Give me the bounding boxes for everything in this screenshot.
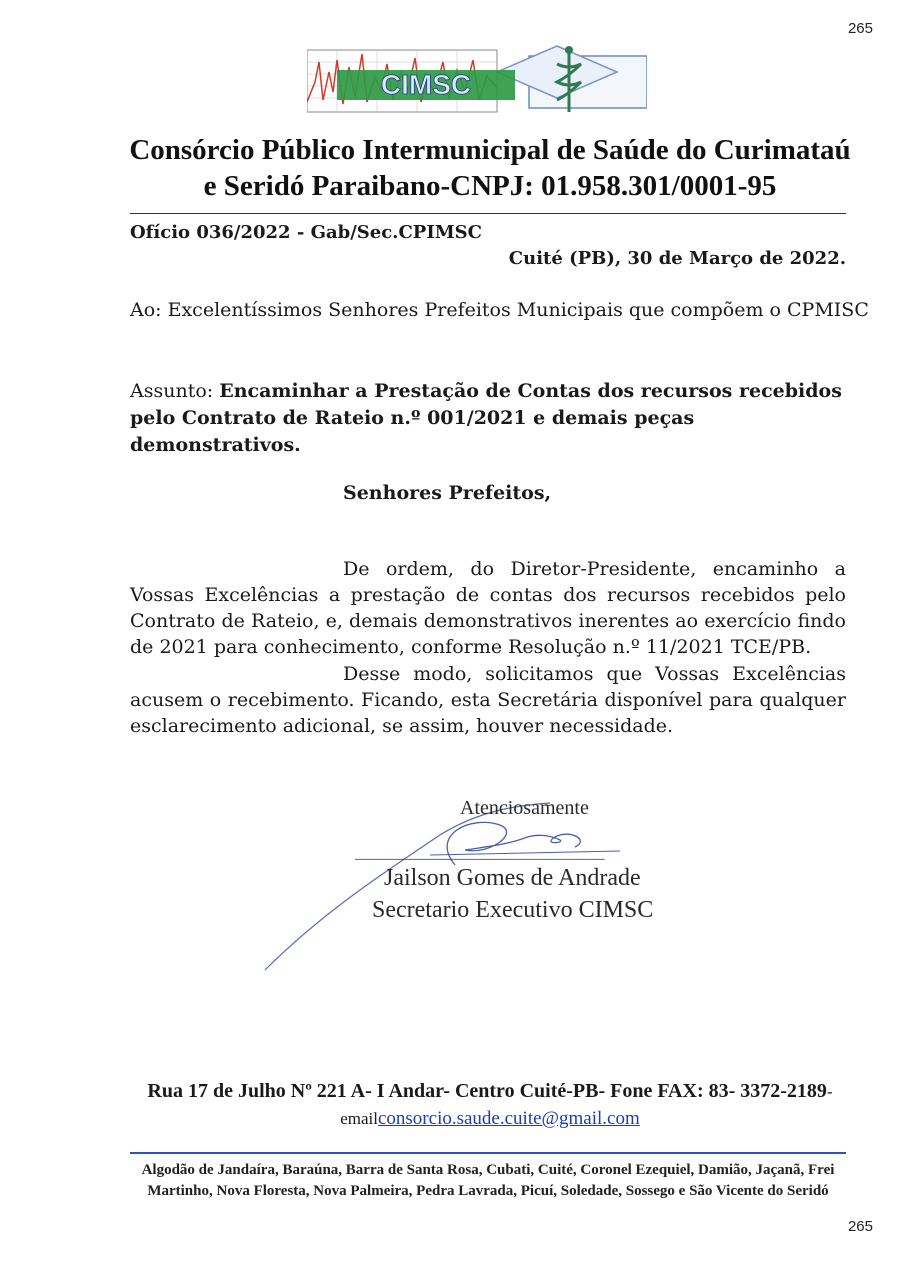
body-paragraph-2-text: Desse modo, solicitamos que Vossas Excelências acusem o recebimento. Ficando, esta Secretária disponível para qualquer esclarecimento adicional, se assim, houver necessidade. [130, 663, 846, 737]
subject-block [130, 378, 846, 459]
signatory-name: Jailson Gomes de Andrade [384, 865, 641, 891]
footer-address [110, 1078, 870, 1132]
cimsc-logo [307, 42, 647, 118]
body-paragraph-1 [130, 556, 846, 660]
page-number-top: 265 [847, 20, 873, 37]
footer-address-text: Rua 17 de Julho Nº 221 A- I Andar- Centro Cuité-PB- Fone FAX: 83- 3372-2189 [147, 1080, 827, 1102]
logo-text: CIMSC [380, 69, 472, 100]
page-number-bottom: 265 [847, 1218, 873, 1235]
footer-divider [130, 1152, 846, 1154]
subject-text: Encaminhar a Prestação de Contas dos recursos recebidos pelo Contrato de Rateio n.º 001/2021 e demais peças demonstrativos. [130, 380, 842, 456]
greeting: Senhores Prefeitos, [343, 482, 552, 504]
signature-closing: Atenciosamente [460, 797, 589, 819]
recipient-line: Ao: Excelentíssimos Senhores Prefeitos Municipais que compõem o CPMISC [130, 299, 869, 321]
email-link[interactable]: consorcio.saude.cuite@gmail.com [377, 1108, 640, 1129]
header-divider [130, 213, 846, 214]
organization-title-line-1: Consórcio Público Intermunicipal de Saúde do Curimataú [129, 134, 851, 166]
subject-label: Assunto: [130, 380, 220, 402]
svg-text:__________________________: __________________________ [355, 845, 605, 863]
letter-date: Cuité (PB), 30 de Março de 2022. [508, 248, 846, 269]
body-paragraph-2 [130, 661, 846, 739]
email-label: - email [340, 1082, 833, 1128]
organization-title-line-2: e Seridó Paraibano-CNPJ: 01.958.301/0001-95 [203, 170, 777, 202]
signatory-role: Secretario Executivo CIMSC [372, 897, 654, 923]
member-municipalities: Algodão de Jandaíra, Baraúna, Barra de Santa Rosa, Cubati, Cuité, Coronel Ezequiel, Damião, Jaçanã, Frei Martinho, Nova Floresta, Nova Palmeira, Pedra Lavrada, Picuí, Soledade, Sossego e São Vicente do Seridó [141, 1162, 835, 1199]
office-reference: Ofício 036/2022 - Gab/Sec.CPIMSC [130, 222, 482, 243]
body-paragraph-1-text: De ordem, do Diretor-Presidente, encaminho a Vossas Excelências a prestação de contas dos recursos recebidos pelo Contrato de Rateio, e, demais demonstrativos inerentes ao exercício findo de 2021 para conhecimento, conforme Resolução n.º 11/2021 TCE/PB. [130, 558, 846, 658]
signature-block [260, 795, 730, 975]
